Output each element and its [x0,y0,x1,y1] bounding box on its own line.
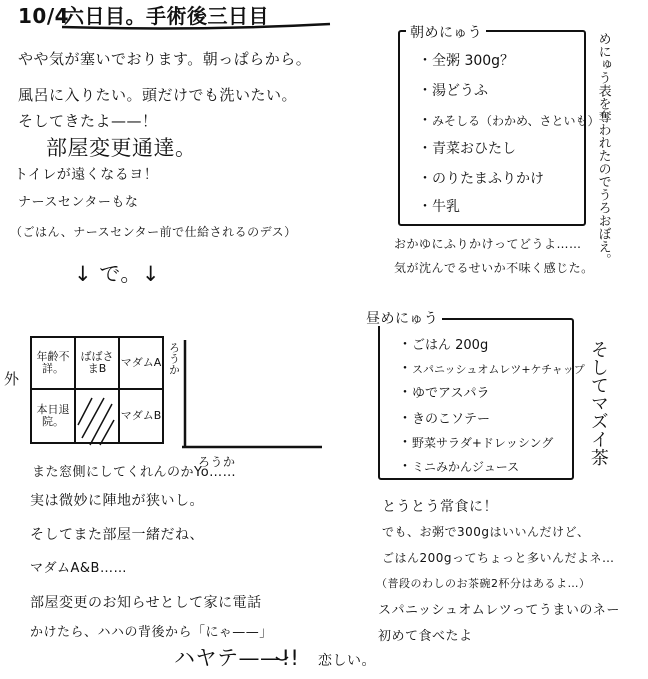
room-change-notice: 部屋変更通達。 [46,136,197,160]
lunch-comment-1: とうとう常食に！ [382,499,498,515]
breakfast-menu-box [398,25,600,226]
lunch-side-note: そしてマズイ茶 [587,340,609,466]
diary-title: 六日目。手術後三日目 [64,4,269,28]
note-line-2: 実は微妙に陣地が狭いし。 [30,493,204,509]
bed-top-middle: ばばさまB [74,336,120,390]
bed-bottom-right: マダムB [118,388,164,444]
note-line-1: また窓側にしてくれんのかYo…… [32,465,237,480]
lunch-comment-6: 初めて食べたよ [378,629,473,644]
lunch-comment-2: でも、お粥で300gはいいんだけど、 [382,525,590,539]
bed-top-right: マダムA [118,336,164,390]
bed-bottom-middle-empty [74,388,120,444]
lunch-menu-box [366,311,585,480]
corridor-label-vertical: ろうか [167,342,181,375]
lunch-item: ・野菜サラダ+ドレッシング [398,435,554,451]
breakfast-side-note: めにゅう表を奪われたのでうろおぼえ。 [595,32,611,266]
diary-line-1: やや気が塞いでおります。朝っぱらから。 [18,50,312,68]
corridor-label-horizontal: ろうか [198,455,236,469]
bed-bottom-left: 本日退院。 [30,388,76,444]
breakfast-item: ・牛乳 [418,199,460,215]
lunch-comment-3: ごはん200gってちょっと多いんだよネ… [382,551,615,565]
breakfast-item: ・湯どうふ [418,83,488,99]
diary-line-6: （ごはん、ナースセンター前で仕給されるのデス） [10,225,297,239]
diary-date: 10/4 [18,4,70,28]
note-line-5: 部屋変更のお知らせとして家に電話 [30,595,262,611]
bed-top-left: 年齢不詳。 [30,336,76,390]
note-line-6: かけたら、ハハの背後から「にゃ——」 [30,625,273,640]
outside-label: 外 [4,370,20,388]
lunch-comment-5: スパニッシュオムレツってうまいのネー [378,603,620,618]
diary-line-4: トイレが遠くなるヨ！ [14,167,159,183]
diary-line-5: ナースセンターもな [18,195,139,210]
breakfast-item: ・青菜おひたし [418,141,516,157]
lunch-item: ・ミニみかんジュース [398,459,520,475]
note-line-4: マダムA&B…… [30,561,127,576]
breakfast-menu-title: 朝めにゅう [406,26,486,40]
breakfast-item: ・全粥 300g？ [418,53,515,69]
lunch-item: ・きのこソテー [398,411,491,427]
lunch-item: ・スパニッシュオムレツ+ケチャップ [398,361,585,377]
breakfast-item: ・みそしる（わかめ、さといも） [418,113,600,129]
arrow-text: ↓ で。↓ [74,262,160,286]
finale-suffix: 恋しい。 [318,653,376,669]
lunch-comment-4: （普段のわしのお茶碗2杯分はあるよ…） [376,577,591,590]
note-line-3: そしてまた部屋一緒だね、 [30,527,204,543]
breakfast-item: ・のりたまふりかけ [418,171,544,187]
breakfast-comment-1: おかゆにふりかけってどうよ…… [394,237,582,251]
finale-name: ハヤテ——!! [174,646,300,670]
lunch-menu-title: 昼めにゅう [362,312,442,326]
diary-line-3: そしてきたよ——！ [18,112,158,130]
breakfast-comment-2: 気が沈んでるせいか不味く感じた。 [394,261,594,275]
lunch-item: ・ゆでアスパラ [398,385,490,401]
diary-line-2: 風呂に入りたい。頭だけでも洗いたい。 [18,86,298,104]
lunch-item: ・ごはん 200g [398,337,489,353]
